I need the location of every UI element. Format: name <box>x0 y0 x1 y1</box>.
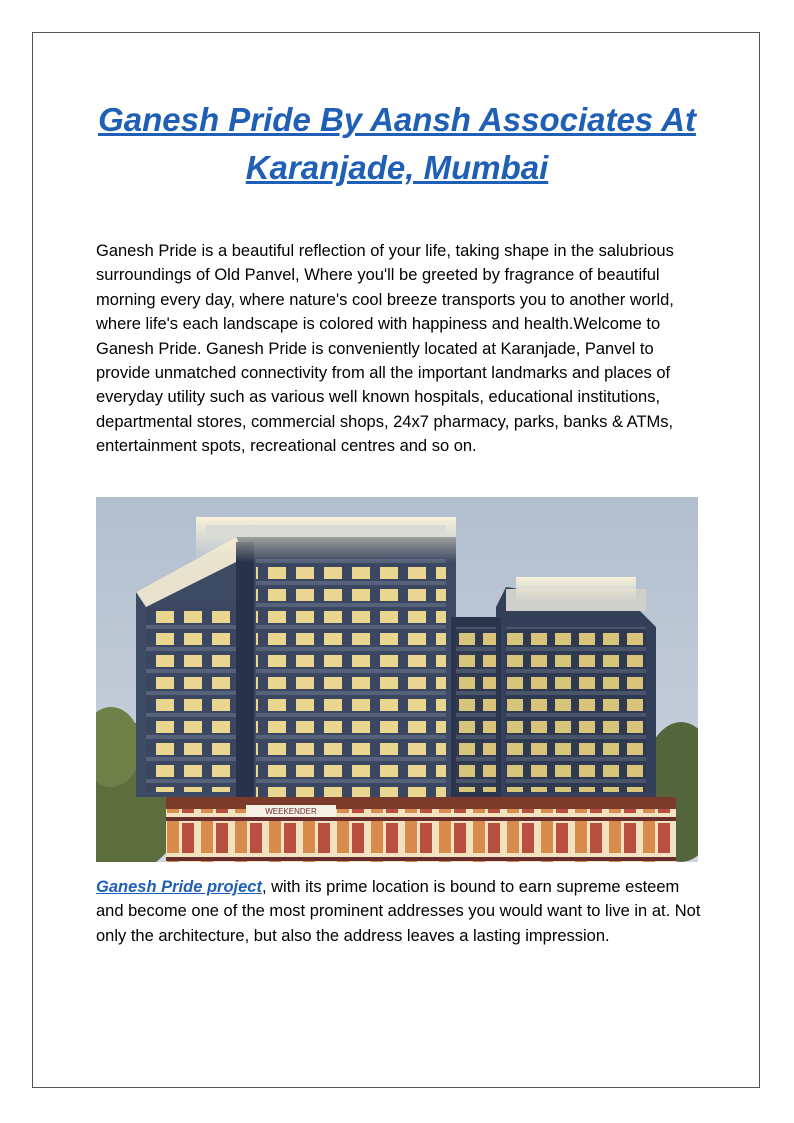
ganesh-pride-project-link[interactable]: Ganesh Pride project <box>96 878 262 896</box>
closing-paragraph-text: , with its prime location is bound to earn supreme esteem and become one of the most prominent addresses you would want to live in at. Not only the architecture, but also the address leaves a lasting impression. <box>96 878 701 945</box>
document-title[interactable]: Ganesh Pride By Aansh Associates At Karanjade, Mumbai <box>98 101 696 186</box>
storefront-sign: WEEKENDER <box>265 807 317 816</box>
closing-paragraph <box>96 875 701 948</box>
intro-paragraph: Ganesh Pride is a beautiful reflection of your life, taking shape in the salubrious surroundings of Old Panvel, Where you'll be greeted by fragrance of beautiful morning every day, where nature's cool breeze transports you to another world, where life's each landscape is colored with happiness and health.Welcome to Ganesh Pride. Ganesh Pride is conveniently located at Karanjade, Panvel to provide unmatched connectivity from all the important landmarks and places of everyday utility such as various well known hospitals, educational institutions, departmental stores, commercial shops, 24x7 pharmacy, parks, banks & ATMs, entertainment spots, recreational centres and so on. <box>96 242 674 456</box>
building-photo <box>96 497 698 862</box>
